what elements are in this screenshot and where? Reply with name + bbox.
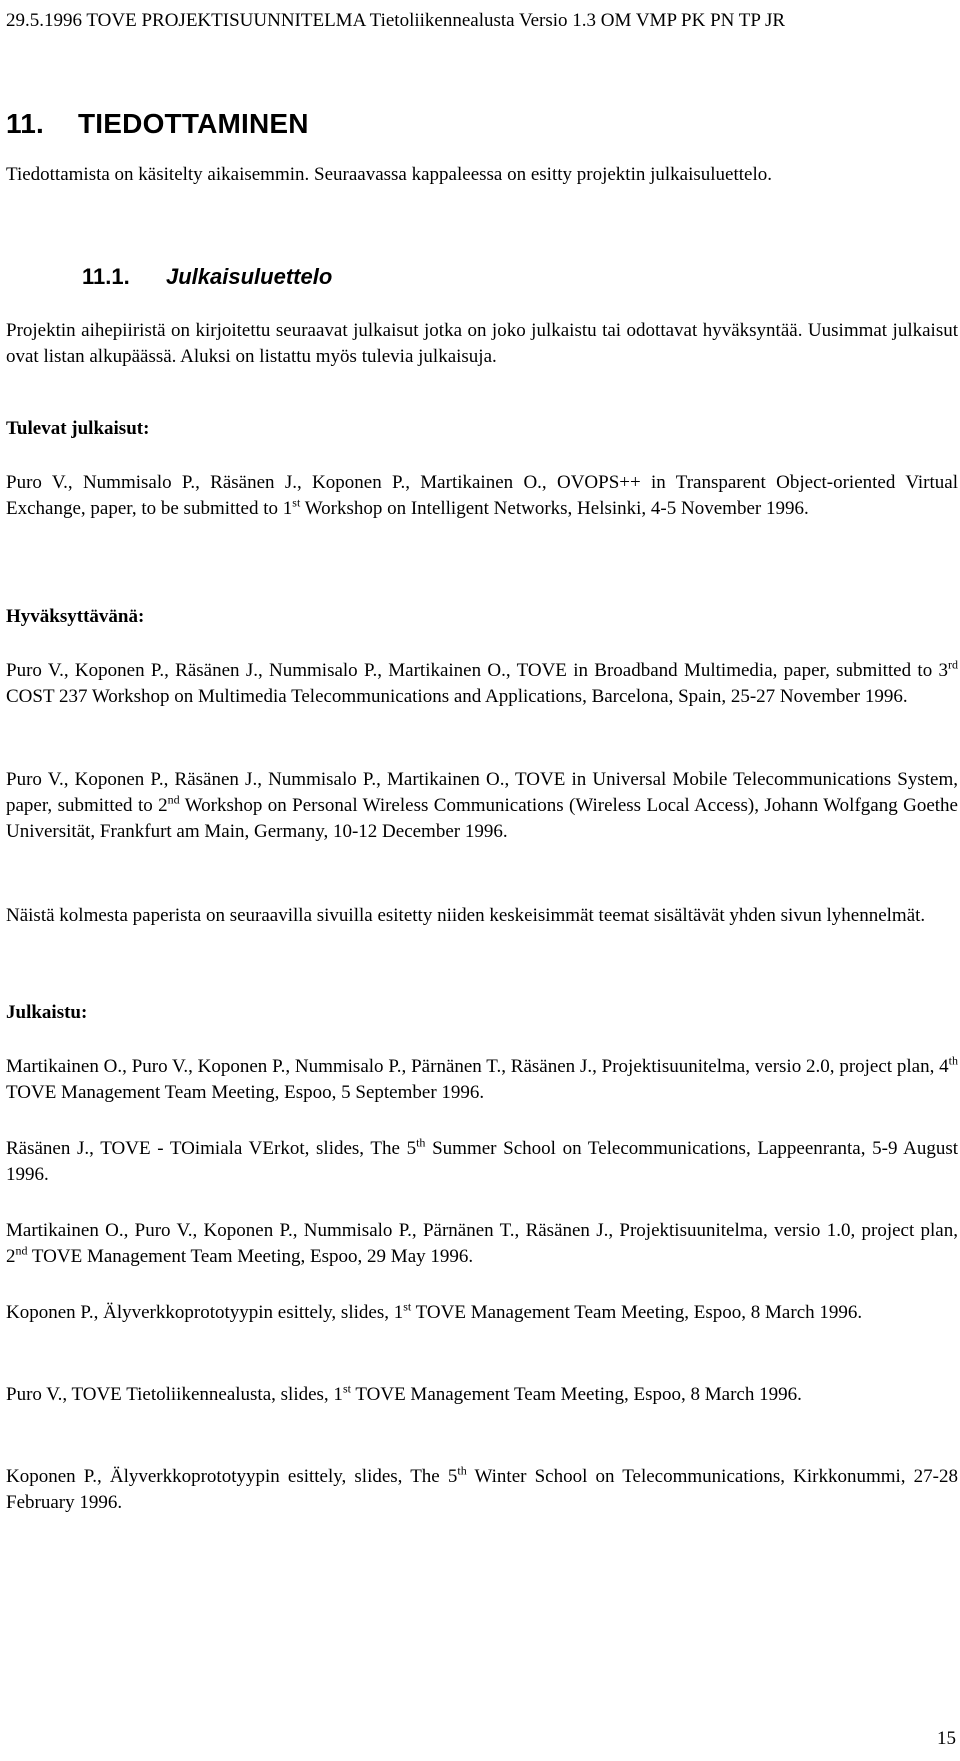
chapter-title: TIEDOTTAMINEN [78, 108, 309, 139]
pending-item-1: Puro V., Koponen P., Räsänen J., Nummisalo P., Martikainen O., TOVE in Universal Mobile Telecommunications System, paper, submitted to 2nd Workshop on Personal Wireless Communications (Wireless Local Access), Johann Wolfgang Goethe Universität, Frankfurt am Main, Germany, 10-12 December 1996. [6, 769, 958, 842]
upcoming-item-0: Puro V., Nummisalo P., Räsänen J., Koponen P., Martikainen O., OVOPS++ in Transparent Object-oriented Virtual Exchange, paper, to be submitted to 1st Workshop on Intelligent Networks, Helsinki, 4-5 November 1996. [6, 472, 958, 519]
section-heading [82, 264, 332, 290]
published-item-0: Martikainen O., Puro V., Koponen P., Nummisalo P., Pärnänen T., Räsänen J., Projektisuunitelma, versio 2.0, project plan, 4th TOVE Management Team Meeting, Espoo, 5 September 1996. [6, 1053, 958, 1103]
section-number: 11.1. [82, 264, 130, 289]
section-intro: Projektin aihepiiristä on kirjoitettu seuraavat julkaisut jotka on joko julkaistu tai odottavat hyväksyntää. Uusimmat julkaisut ovat listan alkupäässä. Aluksi on listattu myös tulevia julkaisuja. [6, 320, 958, 367]
page-header: 29.5.1996 TOVE PROJEKTISUUNNITELMA Tietoliikennealusta Versio 1.3 OM VMP PK PN TP JR [6, 10, 786, 31]
pending-item-0: Puro V., Koponen P., Räsänen J., Nummisalo P., Martikainen O., TOVE in Broadband Multimedia, paper, submitted to 3rd COST 237 Workshop on Multimedia Telecommunications and Applications, Barcelona, Spain, 25-27 November 1996. [6, 657, 958, 707]
published-heading: Julkaistu: [6, 1002, 88, 1023]
section-title: Julkaisuluettelo [166, 264, 333, 289]
pending-heading: Hyväksyttävänä: [6, 606, 145, 627]
published-item-1: Räsänen J., TOVE - TOimiala VErkot, slides, The 5th Summer School on Telecommunications, Lappeenranta, 5-9 August 1996. [6, 1135, 958, 1185]
page-number: 15 [937, 1728, 956, 1749]
chapter-heading [6, 108, 309, 140]
published-item-5: Koponen P., Älyverkkoprototyypin esittely, slides, The 5th Winter School on Telecommunications, Kirkkonummi, 27-28 February 1996. [6, 1463, 958, 1513]
published-item-4: Puro V., TOVE Tietoliikennealusta, slides, 1st TOVE Management Team Meeting, Espoo, 8 March 1996. [6, 1381, 802, 1405]
published-item-2: Martikainen O., Puro V., Koponen P., Nummisalo P., Pärnänen T., Räsänen J., Projektisuunitelma, versio 1.0, project plan, 2nd TOVE Management Team Meeting, Espoo, 29 May 1996. [6, 1220, 958, 1267]
chapter-intro: Tiedottamista on käsitelty aikaisemmin. Seuraavassa kappaleessa on esitty projektin julkaisuluettelo. [6, 164, 773, 185]
upcoming-heading: Tulevat julkaisut: [6, 418, 150, 439]
chapter-number: 11. [6, 108, 44, 139]
published-item-3: Koponen P., Älyverkkoprototyypin esittely, slides, 1st TOVE Management Team Meeting, Espoo, 8 March 1996. [6, 1299, 863, 1323]
pending-note: Näistä kolmesta paperista on seuraavilla sivuilla esitetty niiden keskeisimmät teemat sisältävät yhden sivun lyhennelmät. [6, 905, 926, 926]
